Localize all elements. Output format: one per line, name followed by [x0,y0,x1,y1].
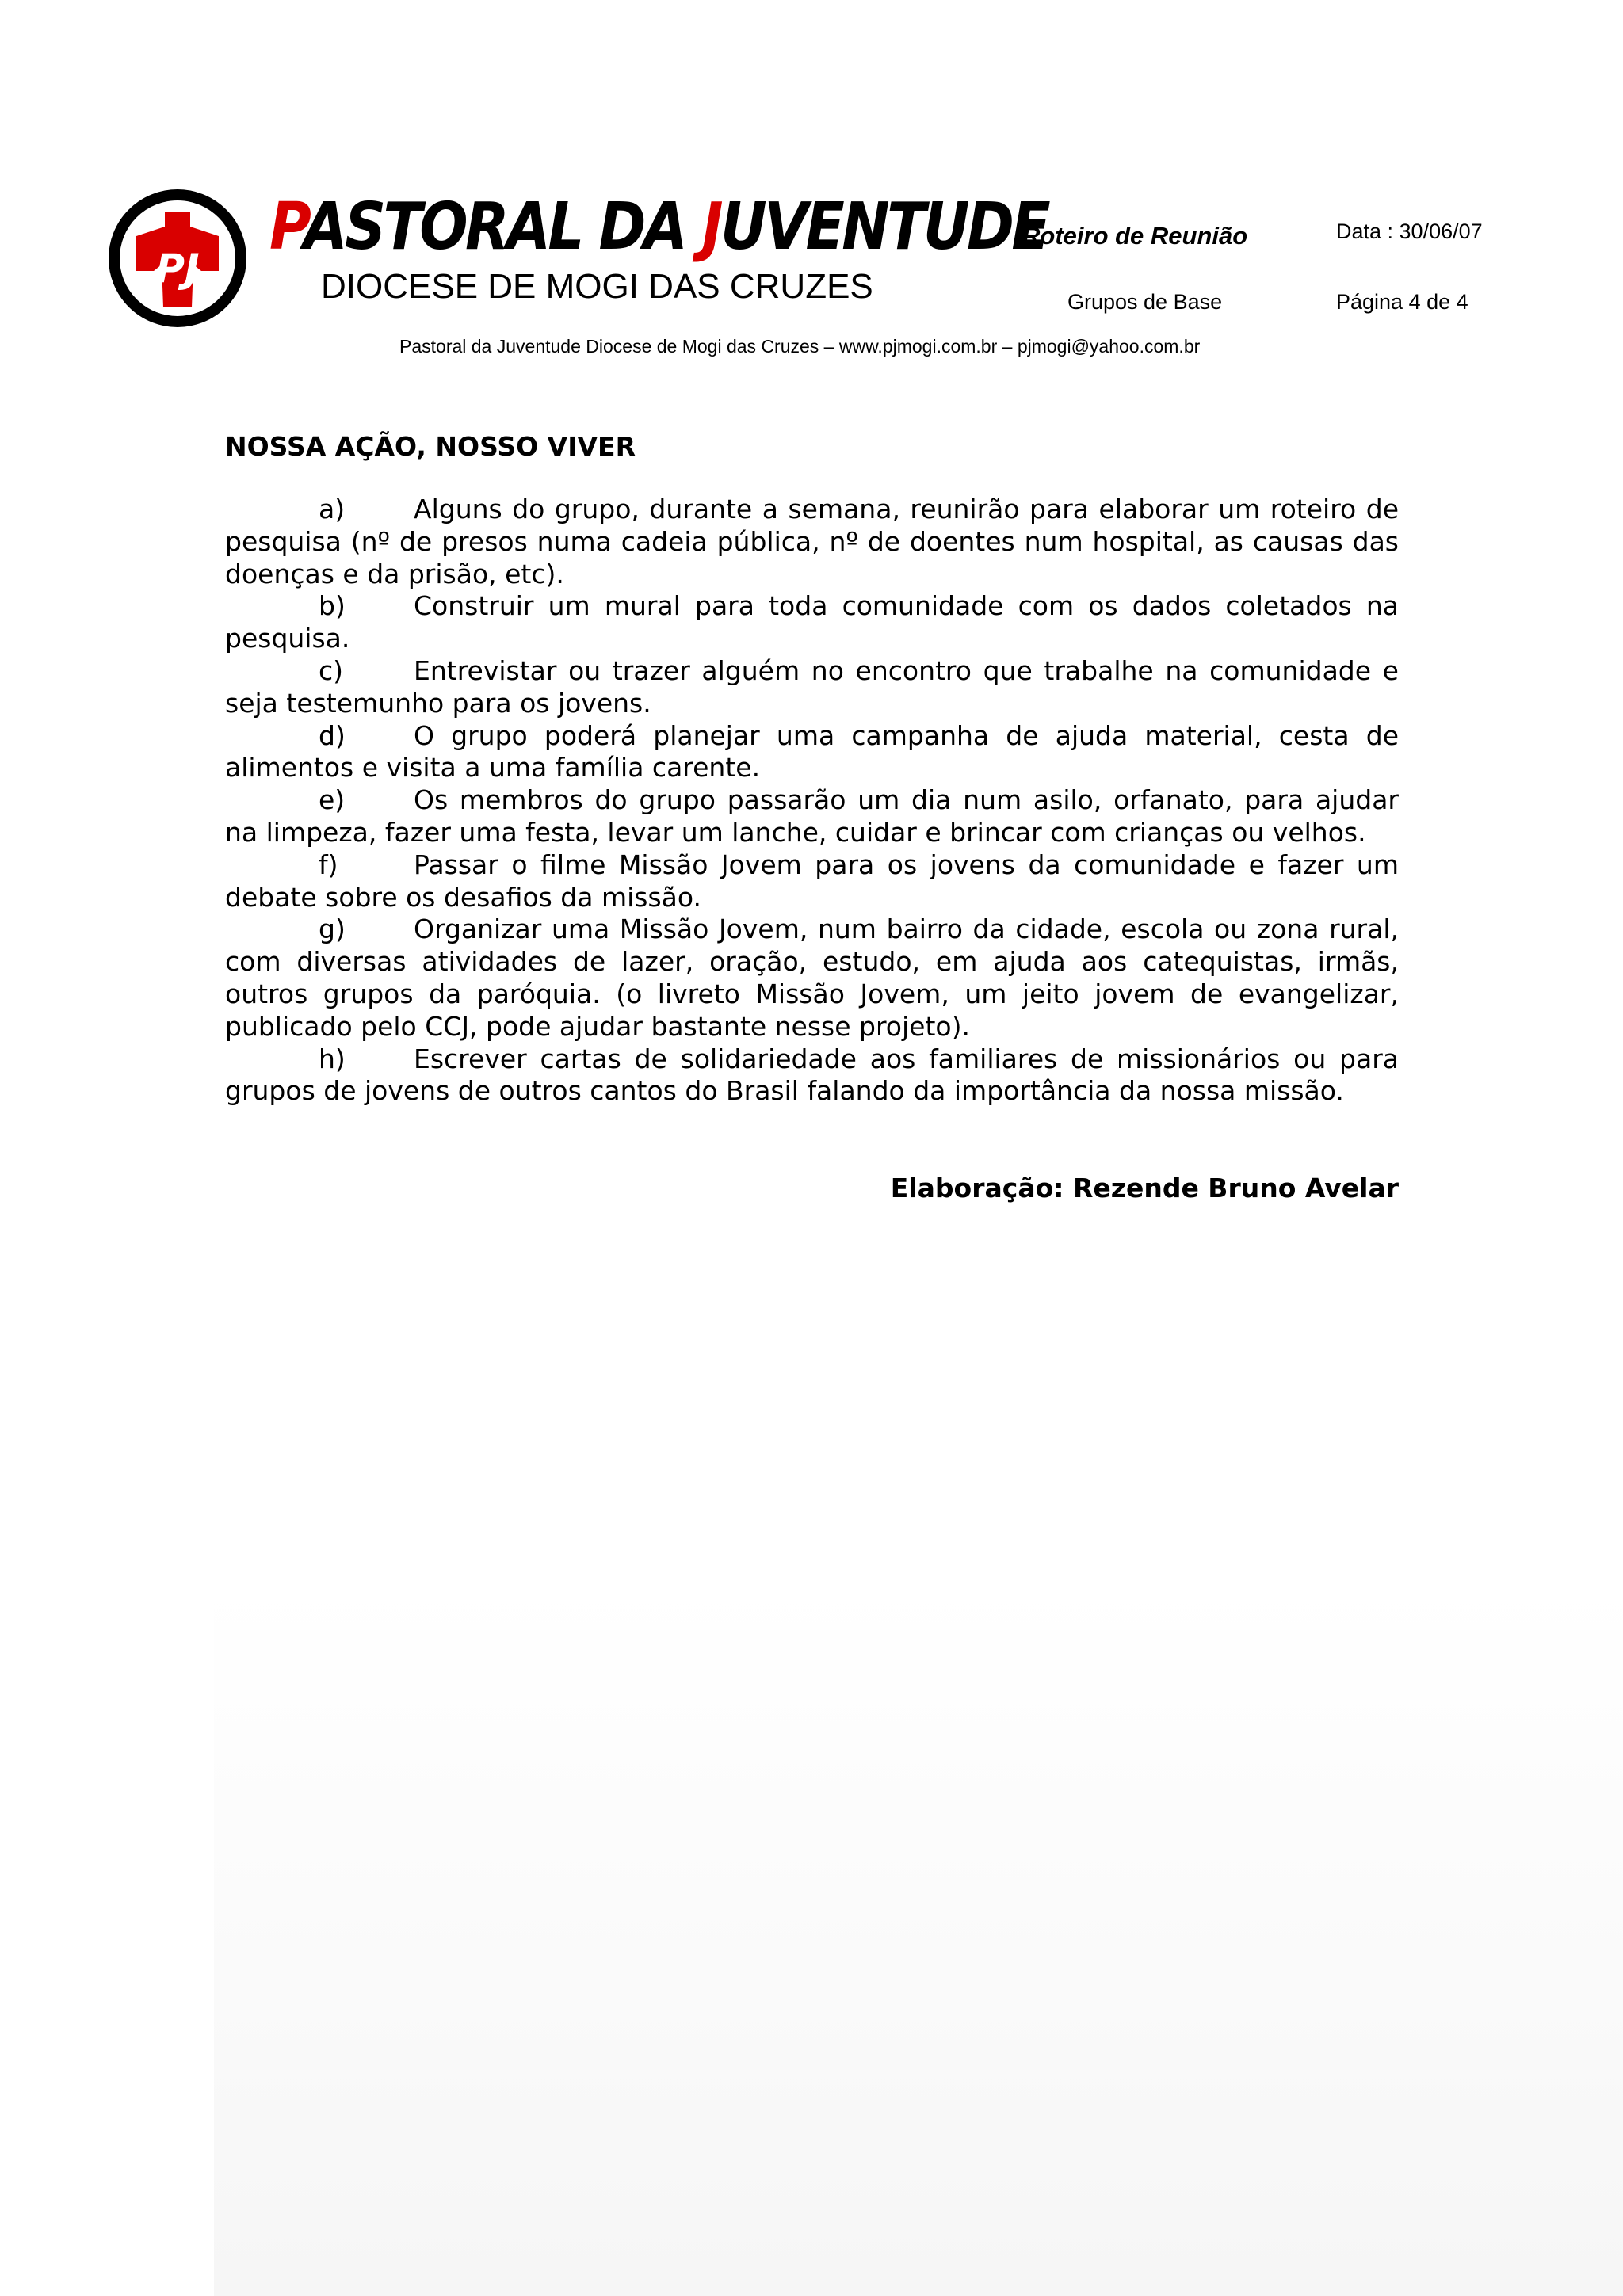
item-marker: e) [319,784,346,816]
document-group: Grupos de Base [1067,290,1223,314]
page-number: Página 4 de 4 [1336,290,1468,314]
item-text: O grupo poderá planejar uma campanha de ajuda material, cesta de alimentos e visita a uma família carente. [225,719,1399,784]
list-item [225,494,1399,590]
list-item [225,913,1399,1043]
pj-logo-icon [108,189,247,328]
list-item [225,655,1399,720]
action-list [225,494,1399,1108]
brand-title [269,189,1048,265]
item-text: Alguns do grupo, durante a semana, reunirão para elaborar um roteiro de pesquisa (nº de presos numa cadeia pública, nº de doentes num hospital, as causas das doenças e da prisão, etc). [225,494,1399,589]
list-item [225,784,1399,849]
item-marker: h) [319,1043,346,1074]
section-title: NOSSA AÇÃO, NOSSO VIVER [225,431,636,462]
author-signature: Elaboração: Rezende Bruno Avelar [890,1173,1399,1203]
item-marker: b) [319,590,346,622]
logo-text: PJ [155,246,200,292]
page-shading [214,1585,1623,2296]
item-text: Escrever cartas de solidariedade aos familiares de missionários ou para grupos de jovens de outros cantos do Brasil falando da importância da nossa missão. [225,1043,1399,1107]
item-marker: f) [319,849,338,880]
item-text: Organizar uma Missão Jovem, num bairro da cidade, escola ou zona rural, com diversas atividades de lazer, oração, estudo, em ajuda aos catequistas, irmãs, outros grupos da paróquia. (o livreto Missão Jovem, um jeito jovem de evangelizar, publicado pelo CCJ, pode ajudar bastante nesse projeto). [225,913,1399,1042]
brand-title-j: J [701,189,721,265]
item-text: Passar o filme Missão Jovem para os jovens da comunidade e fazer um debate sobre os desafios da missão. [225,849,1399,913]
item-marker: g) [319,913,346,945]
list-item [225,720,1399,785]
brand-title-p: P [269,189,304,265]
item-marker: c) [319,654,344,686]
list-item [225,590,1399,655]
brand-title-end: UVENTUDE [720,189,1048,265]
document-type: Roteiro de Reunião [1022,222,1248,250]
list-item [225,849,1399,914]
item-text: Entrevistar ou trazer alguém no encontro que trabalhe na comunidade e seja testemunho para os jovens. [225,654,1399,719]
item-marker: a) [319,494,346,524]
item-text: Construir um mural para toda comunidade com os dados coletados na pesquisa. [225,590,1399,654]
item-marker: d) [319,719,346,751]
brand-title-mid: ASTORAL DA [303,189,702,265]
item-text: Os membros do grupo passarão um dia num asilo, orfanato, para ajudar na limpeza, fazer uma festa, levar um lanche, cuidar e brincar com crianças ou velhos. [225,784,1399,848]
document-date: Data : 30/06/07 [1336,219,1483,243]
list-item [225,1043,1399,1108]
diocese-subtitle: DIOCESE DE MOGI DAS CRUZES [321,267,873,306]
contact-line: Pastoral da Juventude Diocese de Mogi das Cruzes – www.pjmogi.com.br – pjmogi@yahoo.com.br [399,336,1201,357]
